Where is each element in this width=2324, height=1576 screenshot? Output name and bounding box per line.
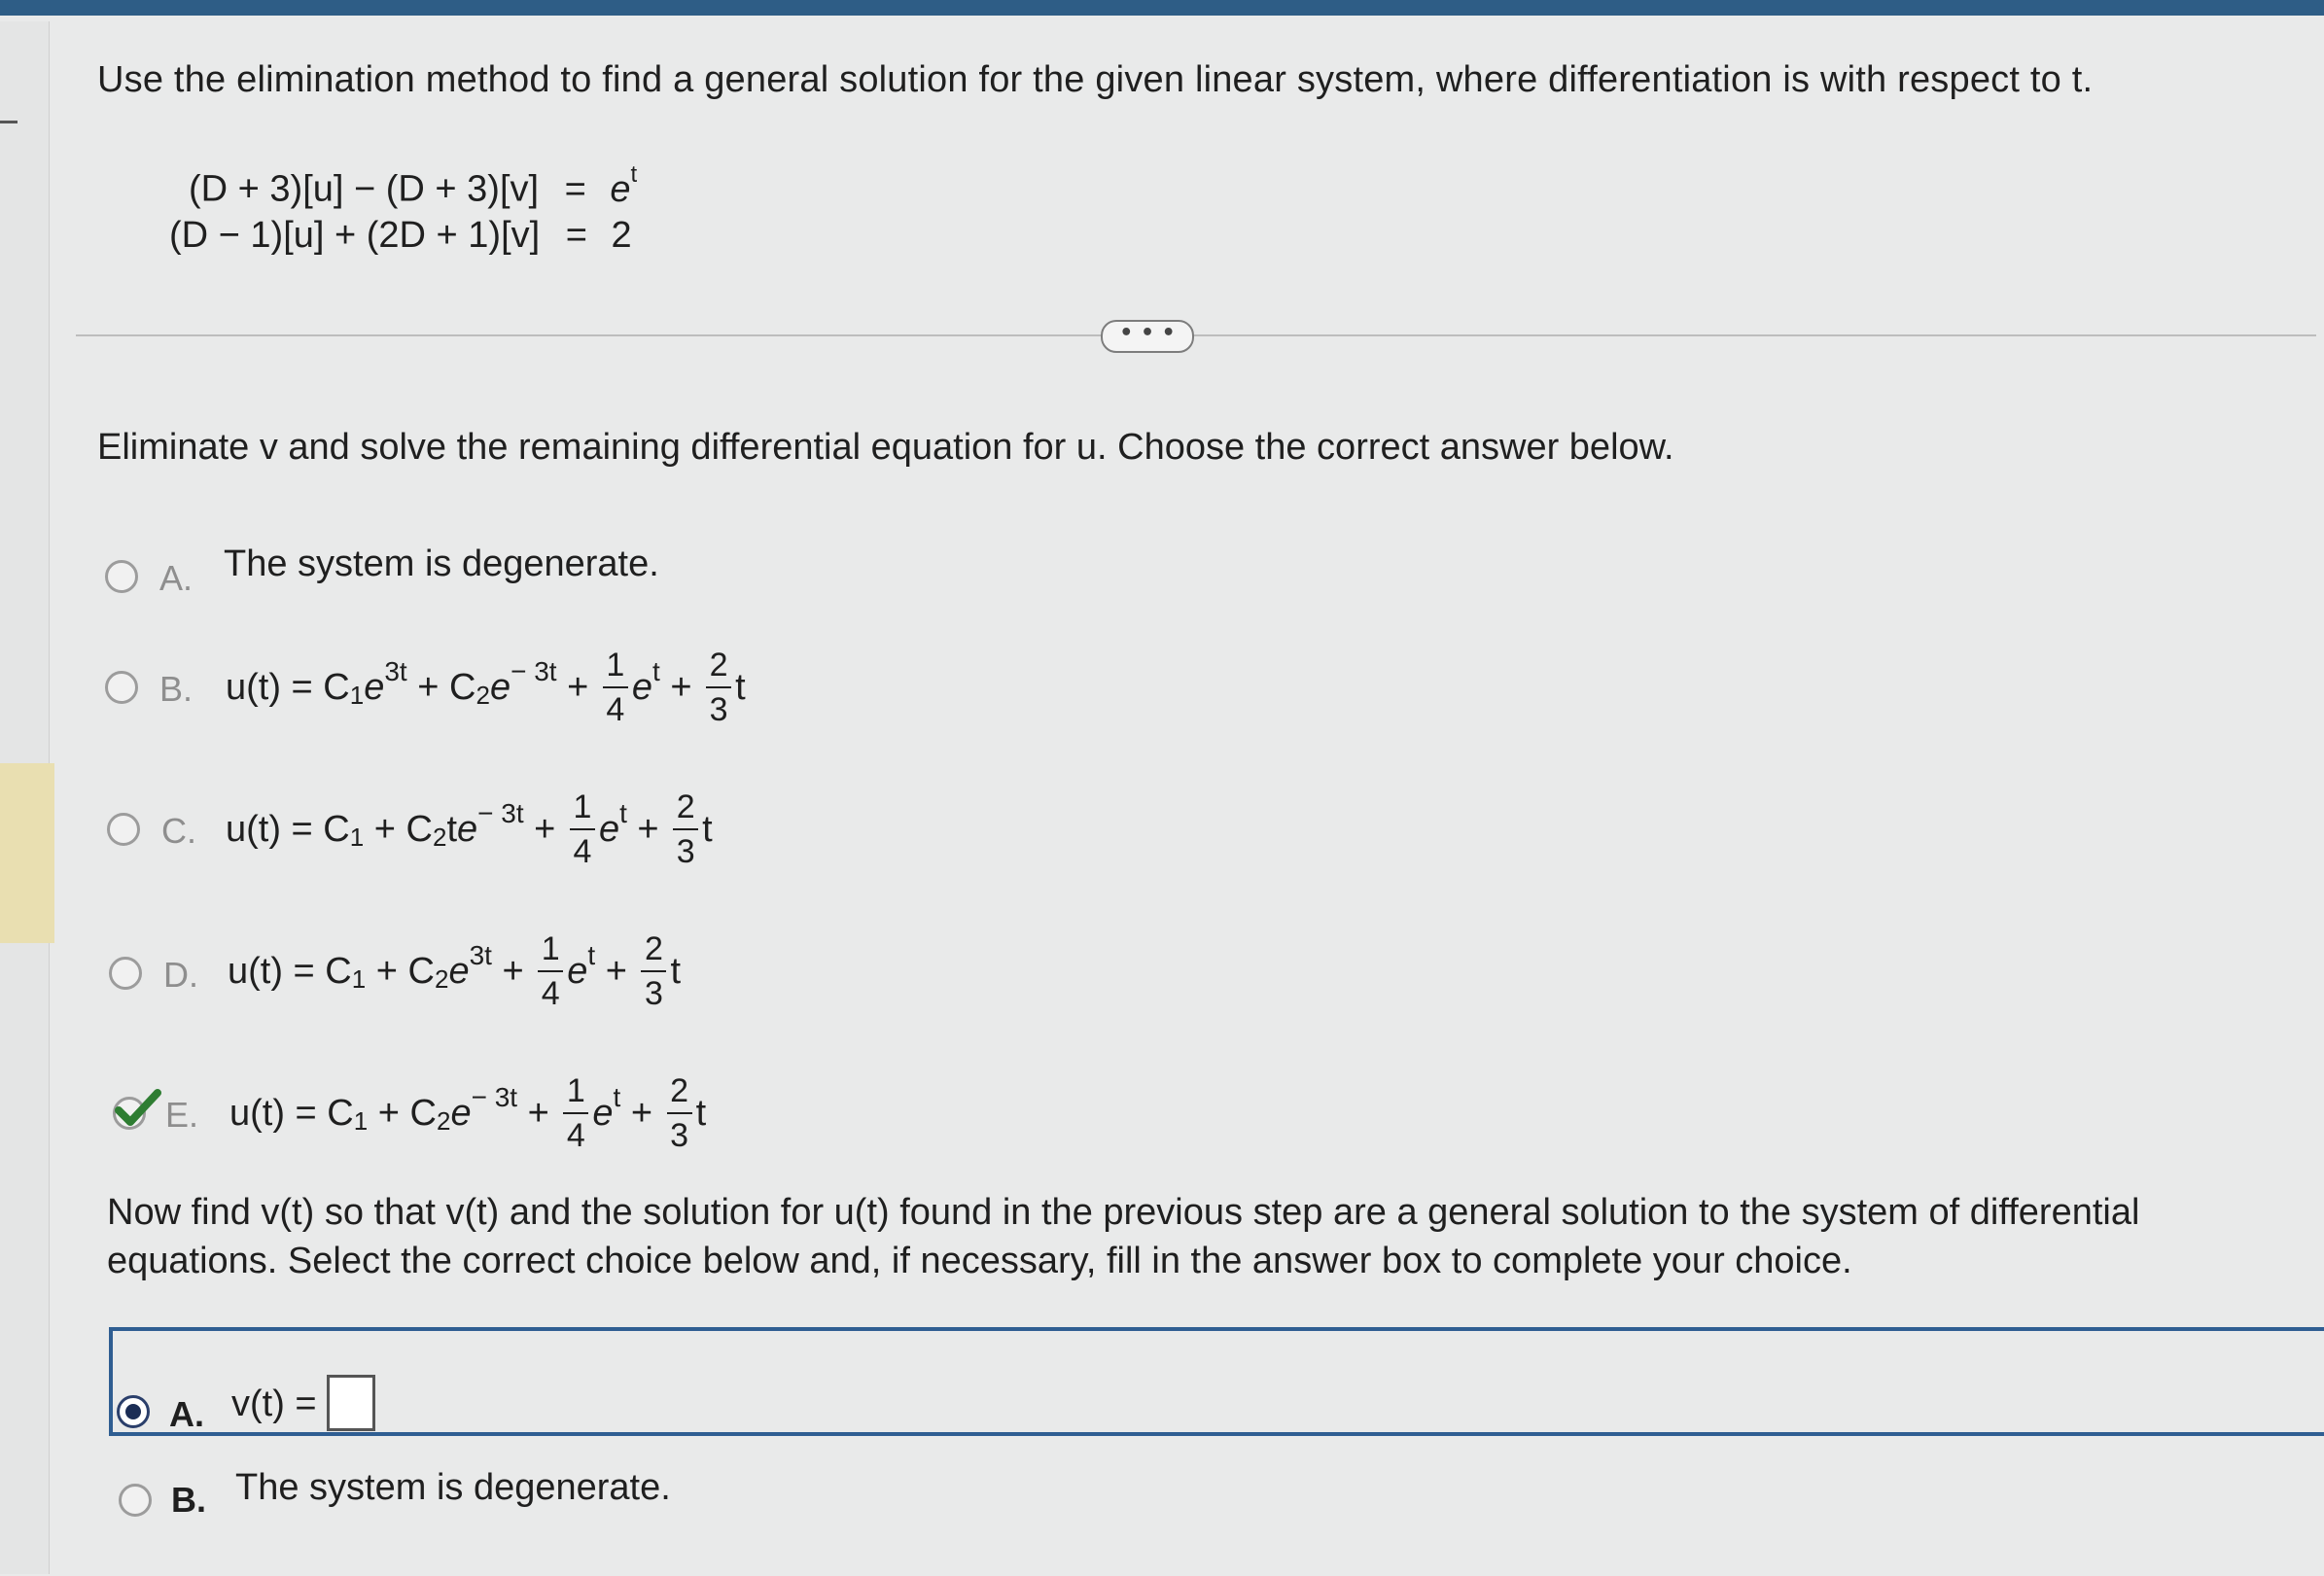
fraction bbox=[673, 788, 698, 871]
formula-text: t bbox=[735, 666, 746, 708]
subscript: 1 bbox=[353, 1105, 369, 1136]
exp-base: e bbox=[489, 666, 511, 708]
fraction-bar bbox=[641, 970, 666, 972]
subscript: 1 bbox=[349, 680, 365, 710]
option-b-radio[interactable] bbox=[105, 671, 138, 704]
left-panel-marker bbox=[0, 121, 18, 123]
step2-option-b-text[interactable]: The system is degenerate. bbox=[235, 1467, 671, 1508]
denominator: 3 bbox=[676, 833, 695, 870]
equation-1-rhs: e bbox=[610, 168, 631, 210]
option-c-formula[interactable] bbox=[226, 776, 713, 883]
equation-2-lhs: (D − 1)[u] + (2D + 1)[v] bbox=[169, 215, 541, 256]
exponent: − 3t bbox=[511, 656, 557, 686]
equation-2-rhs: 2 bbox=[611, 215, 632, 256]
step1-prompt: Eliminate v and solve the remaining differential equation for u. Choose the correct answer below. bbox=[97, 427, 1674, 468]
plus-sign: + bbox=[659, 666, 703, 708]
plus-sign: + bbox=[491, 950, 535, 992]
denominator: 3 bbox=[709, 691, 728, 728]
option-e-letter: E. bbox=[165, 1095, 199, 1135]
exp-base: e bbox=[598, 808, 620, 850]
top-bar bbox=[0, 0, 2324, 16]
step2-option-a-text: v(t) = bbox=[231, 1383, 317, 1424]
denominator: 3 bbox=[670, 1117, 689, 1154]
fraction bbox=[538, 929, 563, 1013]
plus-sign: + bbox=[517, 1092, 560, 1134]
subscript: 2 bbox=[436, 1105, 451, 1136]
formula-text: u(t) = C bbox=[229, 1092, 354, 1134]
numerator: 2 bbox=[709, 647, 728, 683]
fraction bbox=[706, 646, 731, 729]
formula-text: t bbox=[446, 808, 457, 850]
check-icon bbox=[115, 1087, 161, 1130]
plus-sign: + bbox=[595, 950, 638, 992]
subscript: 2 bbox=[434, 963, 449, 994]
numerator: 2 bbox=[670, 1072, 689, 1109]
option-d-radio[interactable] bbox=[109, 957, 142, 990]
subscript: 2 bbox=[432, 822, 447, 852]
step2-option-a-letter: A. bbox=[169, 1394, 204, 1434]
formula-text: u(t) = C bbox=[228, 950, 352, 992]
option-e-formula[interactable] bbox=[229, 1060, 706, 1167]
subscript: 2 bbox=[475, 680, 490, 710]
step2-prompt: Now find v(t) so that v(t) and the solution for u(t) found in the previous step are a general solution to the system of differential equations. Select the correct choice below and, if necessary, fill in the answer box to complete your choice. bbox=[107, 1192, 2140, 1281]
equation-1-rhs-exponent: t bbox=[630, 161, 638, 188]
option-a-text[interactable]: The system is degenerate. bbox=[224, 543, 659, 584]
equation-1 bbox=[189, 158, 637, 213]
exponent: t bbox=[652, 656, 660, 686]
exp-base: e bbox=[450, 1092, 472, 1134]
exponent: t bbox=[619, 798, 627, 828]
exp-base: e bbox=[364, 666, 385, 708]
option-b-formula[interactable] bbox=[226, 634, 746, 741]
exp-base: e bbox=[567, 950, 588, 992]
denominator: 4 bbox=[566, 1117, 585, 1154]
plus-sign: + bbox=[620, 1092, 663, 1134]
left-panel-highlight bbox=[0, 763, 54, 943]
option-d-letter: D. bbox=[163, 955, 198, 995]
option-a-letter: A. bbox=[159, 558, 194, 598]
subscript: 1 bbox=[351, 963, 367, 994]
formula-text: u(t) = C bbox=[226, 808, 350, 850]
formula-text: t bbox=[702, 808, 713, 850]
fraction-bar bbox=[603, 686, 628, 688]
fraction bbox=[570, 788, 595, 871]
denominator: 4 bbox=[573, 833, 592, 870]
formula-text: u(t) = C bbox=[226, 666, 350, 708]
v-answer-input[interactable] bbox=[327, 1375, 375, 1431]
formula-text: t bbox=[670, 950, 682, 992]
equation-1-equals: = bbox=[564, 168, 586, 210]
denominator: 4 bbox=[606, 691, 625, 728]
exponent: − 3t bbox=[471, 1082, 518, 1112]
formula-text: + C bbox=[406, 666, 476, 708]
option-b-letter: B. bbox=[159, 669, 194, 709]
exp-base: e bbox=[448, 950, 470, 992]
numerator: 2 bbox=[645, 930, 663, 967]
exp-base: e bbox=[631, 666, 653, 708]
numerator: 1 bbox=[573, 788, 592, 825]
fraction-bar bbox=[673, 828, 698, 830]
step2-option-a-radio[interactable] bbox=[117, 1395, 150, 1428]
equation-2 bbox=[169, 212, 632, 259]
formula-text: + C bbox=[366, 950, 435, 992]
exponent: 3t bbox=[384, 656, 407, 686]
fraction-bar bbox=[667, 1112, 692, 1114]
step2-option-b-radio[interactable] bbox=[119, 1484, 152, 1517]
plus-sign: + bbox=[556, 666, 599, 708]
fraction bbox=[563, 1071, 588, 1155]
denominator: 3 bbox=[645, 975, 663, 1012]
formula-text: t bbox=[695, 1092, 707, 1134]
numerator: 2 bbox=[676, 788, 695, 825]
numerator: 1 bbox=[541, 930, 560, 967]
numerator: 1 bbox=[606, 647, 625, 683]
equation-1-lhs: (D + 3)[u] − (D + 3)[v] bbox=[189, 168, 540, 210]
fraction bbox=[667, 1071, 692, 1155]
fraction-bar bbox=[570, 828, 595, 830]
question-instructions: Use the elimination method to find a general solution for the given linear system, where differentiation is with respect to t. bbox=[97, 59, 2094, 100]
exponent: t bbox=[613, 1082, 621, 1112]
fraction bbox=[603, 646, 628, 729]
step2-option-b-letter: B. bbox=[171, 1480, 206, 1520]
answer-choice-highlight bbox=[109, 1327, 2324, 1436]
exponent: 3t bbox=[469, 940, 492, 970]
numerator: 1 bbox=[566, 1072, 585, 1109]
section-divider bbox=[76, 334, 2316, 336]
plus-sign: + bbox=[626, 808, 670, 850]
exponent: t bbox=[587, 940, 596, 970]
formula-text: + C bbox=[364, 808, 433, 850]
denominator: 4 bbox=[541, 975, 560, 1012]
exponent: − 3t bbox=[477, 798, 524, 828]
option-d-formula[interactable] bbox=[228, 918, 681, 1025]
fraction-bar bbox=[538, 970, 563, 972]
option-c-letter: C. bbox=[161, 811, 196, 851]
option-a-radio[interactable] bbox=[105, 560, 138, 593]
formula-text: + C bbox=[368, 1092, 437, 1134]
option-c-radio[interactable] bbox=[107, 813, 140, 846]
plus-sign: + bbox=[523, 808, 566, 850]
expand-more-button[interactable]: • • • bbox=[1101, 320, 1194, 353]
exp-base: e bbox=[592, 1092, 614, 1134]
fraction-bar bbox=[706, 686, 731, 688]
subscript: 1 bbox=[349, 822, 365, 852]
fraction-bar bbox=[563, 1112, 588, 1114]
fraction bbox=[641, 929, 666, 1013]
equation-2-equals: = bbox=[565, 215, 587, 256]
exp-base: e bbox=[457, 808, 478, 850]
